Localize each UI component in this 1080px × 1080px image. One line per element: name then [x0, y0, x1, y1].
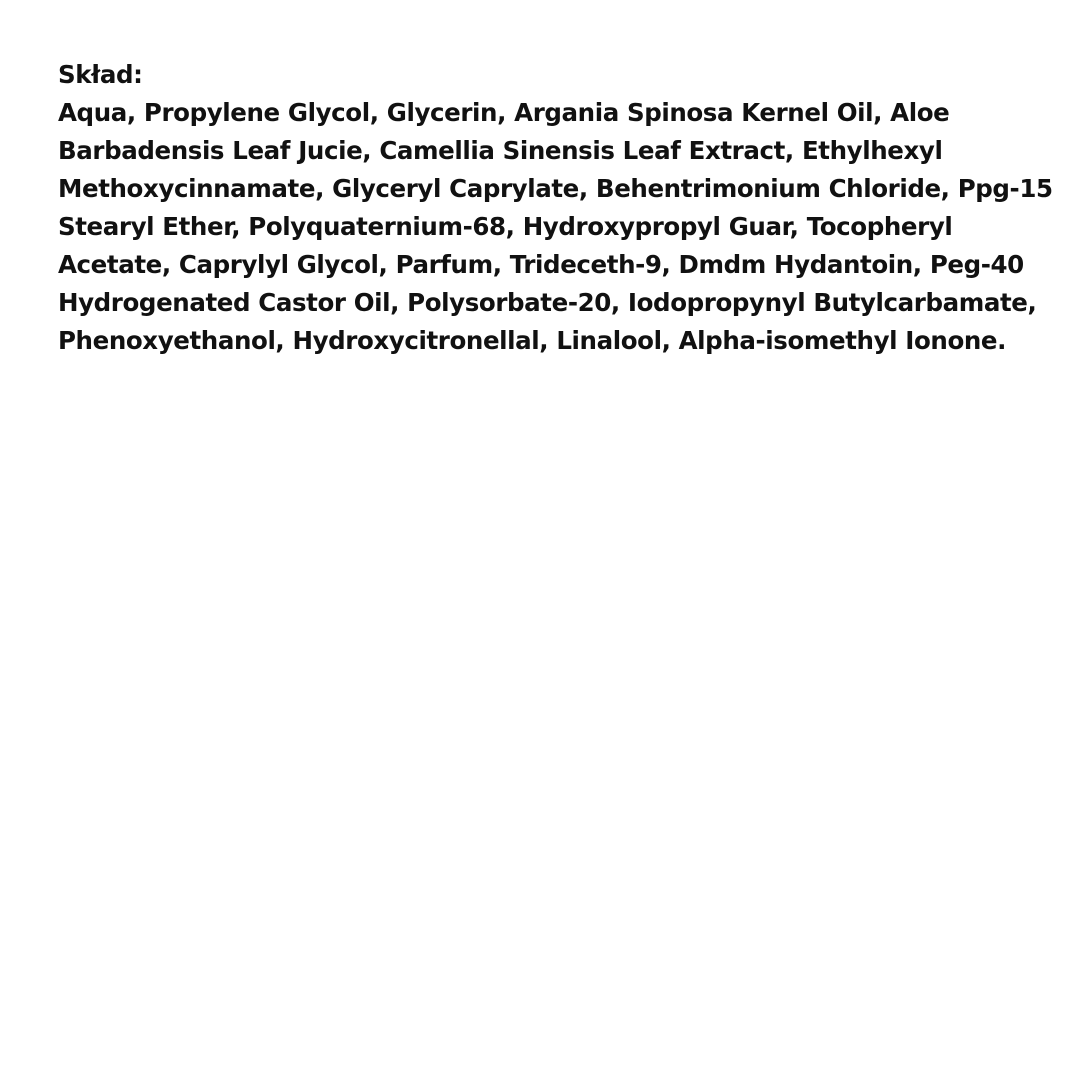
- ingredients-list: [58, 94, 1053, 360]
- ingredients-line: Phenoxyethanol, Hydroxycitronellal, Linalool, Alpha-isomethyl Ionone.: [58, 326, 1007, 355]
- ingredients-label: [58, 56, 1053, 360]
- ingredients-line: Stearyl Ether, Polyquaternium-68, Hydroxypropyl Guar, Tocopheryl: [58, 212, 953, 241]
- ingredients-line: Hydrogenated Castor Oil, Polysorbate-20, Iodopropynyl Butylcarbamate,: [58, 288, 1037, 317]
- ingredients-line: Acetate, Caprylyl Glycol, Parfum, Trideceth-9, Dmdm Hydantoin, Peg-40: [58, 250, 1024, 279]
- ingredients-line: Barbadensis Leaf Jucie, Camellia Sinensis Leaf Extract, Ethylhexyl: [58, 136, 943, 165]
- ingredients-line: Aqua, Propylene Glycol, Glycerin, Argania Spinosa Kernel Oil, Aloe: [58, 98, 950, 127]
- ingredients-heading: Skład:: [58, 60, 143, 89]
- ingredients-line: Methoxycinnamate, Glyceryl Caprylate, Behentrimonium Chloride, Ppg-15: [58, 174, 1053, 203]
